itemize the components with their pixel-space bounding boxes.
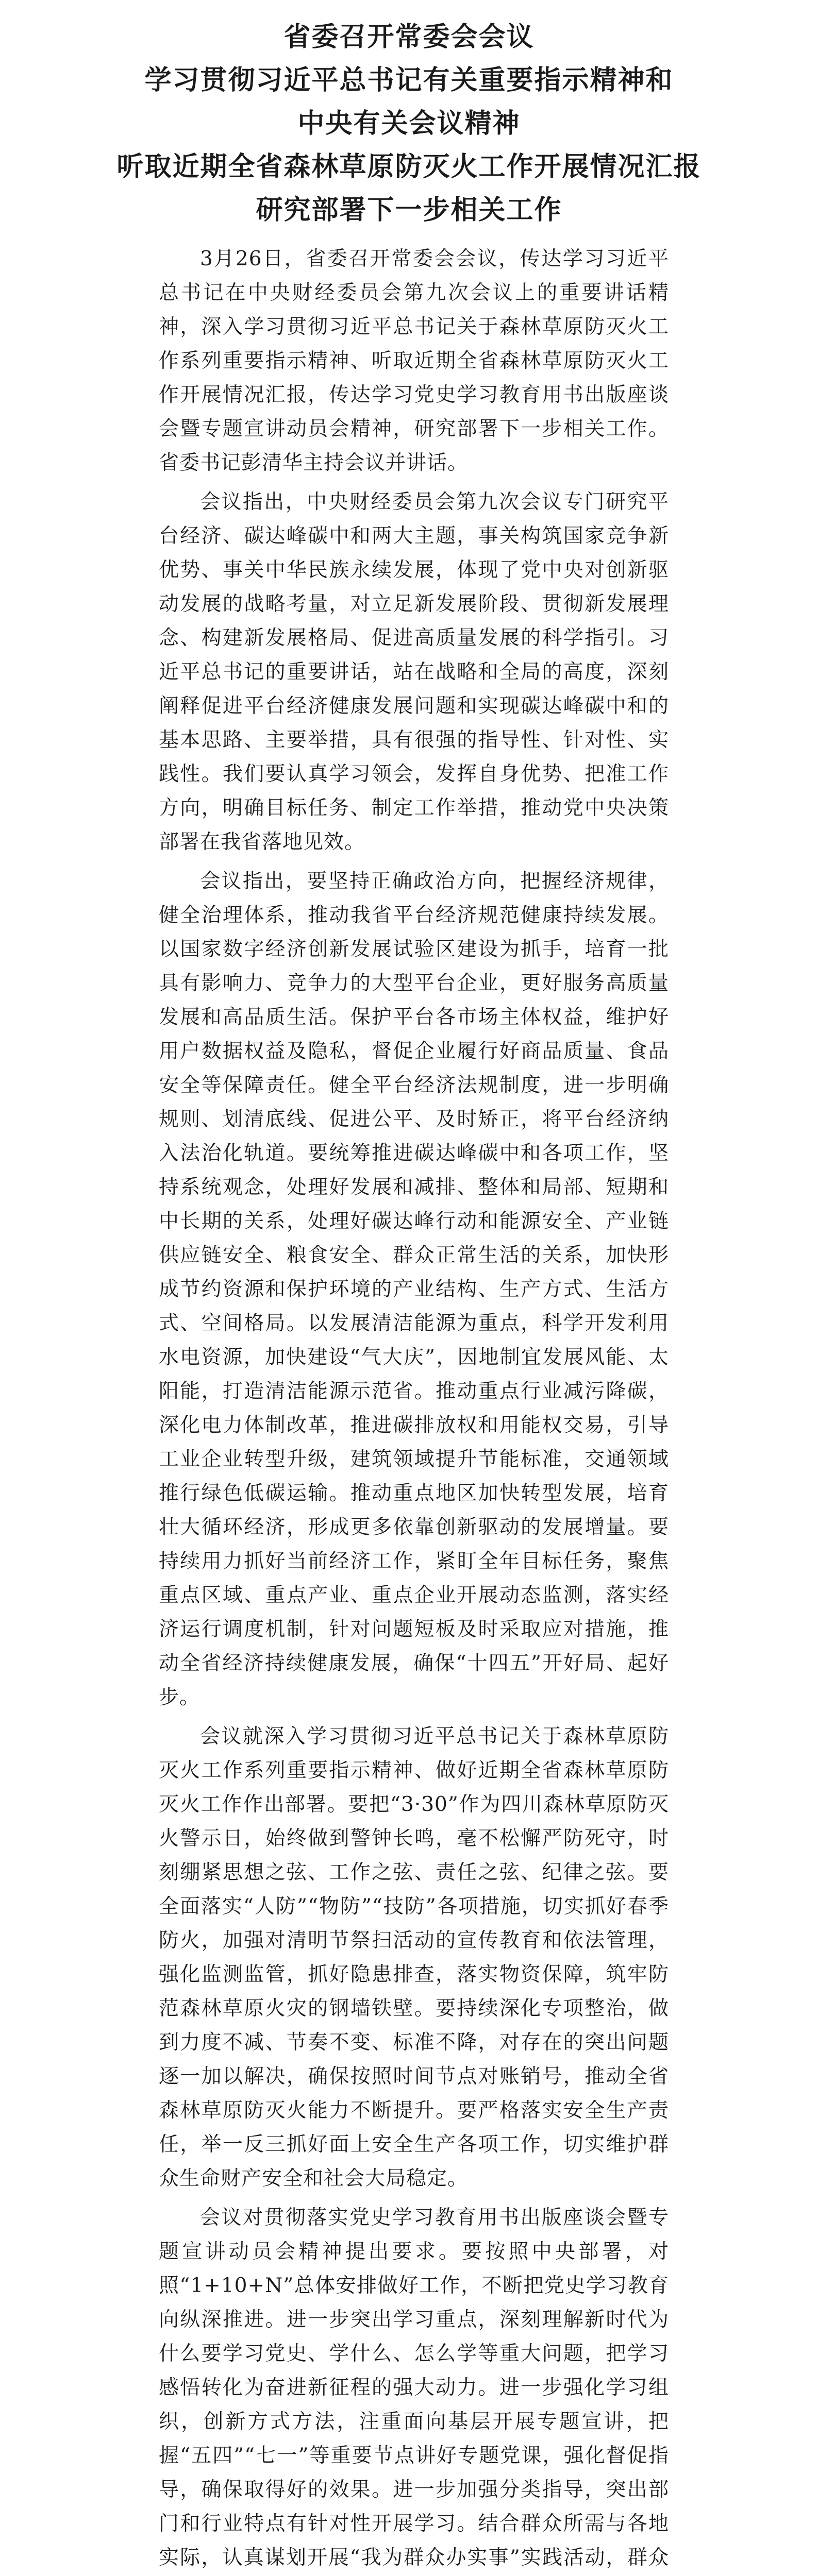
headline-line-1: 省委召开常委会会议 [283,22,535,53]
article-body [159,242,669,2576]
paragraph-2: 会议指出，中央财经委员会第九次会议专门研究平台经济、碳达峰碳中和两大主题，事关构筑国家竞争新优势、事关中华民族永续发展，体现了党中央对创新驱动发展的战略考量，对立足新发展阶段、贯彻新发展理念、构建新发展格局、促进高质量发展的科学指引。习近平总书记的重要讲话，站在战略和全局的高度，深刻阐释促进平台经济健康发展问题和实现碳达峰碳中和的基本思路、主要举措，具有很强的指导性、针对性、实践性。我们要认真学习领会，发挥自身优势、把准工作方向，明确目标任务、制定工作举措，推动党中央决策部署在我省落地见效。 [159,490,669,854]
paragraph-5: 会议对贯彻落实党史学习教育用书出版座谈会暨专题宣讲动员会精神提出要求。要按照中央部署，对照“1+10+N”总体安排做好工作，不断把党史学习教育向纵深推进。进一步突出学习重点，深刻理解新时代为什么要学习党史、学什么、怎么学等重大问题，把学习感悟转化为奋进新征程的强大动力。进一步强化学习组织，创新方式方法，注重面向基层开展专题宣讲，把握“五四”“七一”等重要节点讲好专题党课，强化督促指导，确保取得好的效果。进一步加强分类指导，突出部门和行业特点有针对性开展学习。结合群众所需与各地实际，认真谋划开展“我为群众办实事”实践活动，群众 [159,2206,669,2569]
headline-block [0,15,818,232]
headline-line-3: 中央有关会议精神 [297,108,521,139]
headline-line-2: 学习贯彻习近平总书记有关重要指示精神和 [144,65,674,96]
paragraph-1: 3月26日，省委召开常委会会议，传达学习习近平总书记在中央财经委员会第九次会议上的重要讲话精神，深入学习贯彻习近平总书记关于森林草原防灭火工作系列重要指示精神、听取近期全省森林草原防灭火工作开展情况汇报，传达学习党史学习教育用书出版座谈会暨专题宣讲动员会精神，研究部署下一步相关工作。省委书记彭清华主持会议并讲话。 [159,247,669,474]
headline-line-4: 听取近期全省森林草原防灭火工作开展情况汇报 [116,151,702,182]
headline-line-5: 研究部署下一步相关工作 [256,195,562,226]
paragraph-4: 会议就深入学习贯彻习近平总书记关于森林草原防灭火工作系列重要指示精神、做好近期全省森林草原防灭火工作作出部署。要把“3·30”作为四川森林草原防灭火警示日，始终做到警钟长鸣，毫不松懈严防死守，时刻绷紧思想之弦、工作之弦、责任之弦、纪律之弦。要全面落实“人防”“物防”“技防”各项措施，切实抓好春季防火，加强对清明节祭扫活动的宣传教育和依法管理，强化监测监管，抓好隐患排查，落实物资保障，筑牢防范森林草原火灾的钢墙铁壁。要持续深化专项整治，做到力度不减、节奏不变、标准不降，对存在的突出问题逐一加以解决，确保按照时间节点对账销号，推动全省森林草原防灭火能力不断提升。要严格落实安全生产责任，举一反三抓好面上安全生产各项工作，切实维护群众生命财产安全和社会大局稳定。 [159,1725,669,2190]
paragraph-3: 会议指出，要坚持正确政治方向，把握经济规律，健全治理体系，推动我省平台经济规范健康持续发展。以国家数字经济创新发展试验区建设为抓手，培育一批具有影响力、竞争力的大型平台企业，更好服务高质量发展和高品质生活。保护平台各市场主体权益，维护好用户数据权益及隐私，督促企业履行好商品质量、食品安全等保障责任。健全平台经济法规制度，进一步明确规则、划清底线、促进公平、及时矫正，将平台经济纳入法治化轨道。要统筹推进碳达峰碳中和各项工作，坚持系统观念，处理好发展和减排、整体和局部、短期和中长期的关系，处理好碳达峰行动和能源安全、产业链供应链安全、粮食安全、群众正常生活的关系，加快形成节约资源和保护环境的产业结构、生产方式、生活方式、空间格局。以发展清洁能源为重点，科学开发利用水电资源，加快建设“气大庆”，因地制宜发展风能、太阳能，打造清洁能源示范省。推动重点行业减污降碳，深化电力体制改革，推进碳排放权和用能权交易，引导工业企业转型升级，建筑领域提升节能标准，交通领域推行绿色低碳运输。推动重点地区加快转型发展，培育壮大循环经济，形成更多依靠创新驱动的发展增量。要持续用力抓好当前经济工作，紧盯全年目标任务，聚焦重点区域、重点产业、重点企业开展动态监测，落实经济运行调度机制，针对问题短板及时采取应对措施，推动全省经济持续健康发展，确保“十四五”开好局、起好步。 [159,870,669,1709]
